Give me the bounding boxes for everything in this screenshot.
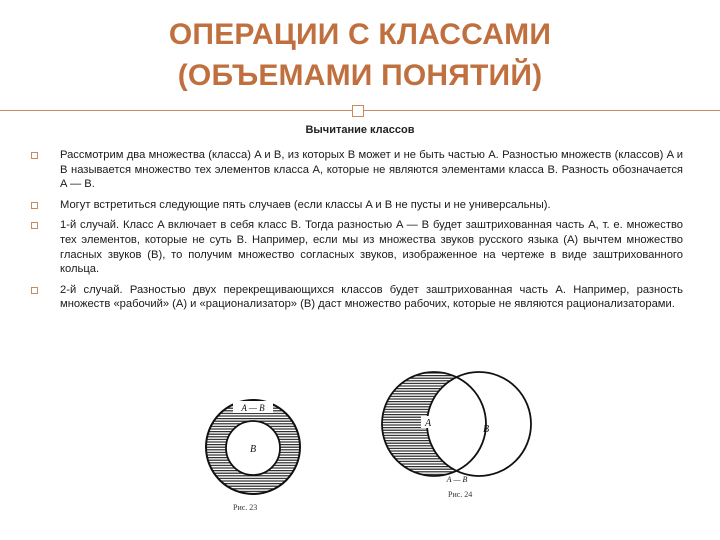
square-bullet-icon (31, 152, 38, 159)
bullet-item (28, 198, 683, 213)
square-bullet-icon (31, 202, 38, 209)
difference-hatch-region (372, 362, 537, 487)
circle-b-label: B (249, 444, 257, 455)
figure-23-caption: Рис. 23 (233, 503, 258, 512)
bullet-text: 1-й случай. Класс A включает в себя класс B. Тогда разностью A — B будет заштрихованная часть A, т. е. множество тех элементов, которые не суть B. Например, если мы из множества звуков русского языка (A) вычтем множество гласных звуков (B), то получим множество согласных звуков, изображенное на чертеже в виде заштрихованного кольца. (60, 219, 683, 276)
difference-label: A — B (446, 475, 468, 484)
title-line-2: (ОБЪЕМАМИ ПОНЯТИЙ) (177, 59, 543, 92)
ring-diff-label: A — B (241, 403, 265, 413)
bullet-item (28, 218, 683, 276)
slide-title (0, 14, 720, 96)
bullet-text: Могут встретиться следующие пять случаев (если классы A и B не пусты и не универсальны). (60, 198, 551, 211)
figure-24-diagram (372, 362, 537, 487)
bullet-text: 2-й случай. Разностью двух перекрещивающихся классов будет заштрихованная часть A. Например, разность множеств «рабочий» (A) и «рационализатор» (B) даст множество рабочих, которые не являются рационализаторами. (60, 283, 683, 311)
title-line-1: ОПЕРАЦИИ С КЛАССАМИ (168, 18, 552, 51)
bullet-item (28, 283, 683, 312)
bullet-text: Рассмотрим два множества (класса) A и B, из которых B может и не быть частью A. Разностью множеств (классов) A и B называется множество тех элементов класса A, которые не являются элементами класса B. Разность обозначается A — B. (60, 149, 683, 191)
ring-diagram-svg (198, 392, 308, 502)
section-subtitle: Вычитание классов (305, 124, 415, 136)
figure-23-diagram (198, 392, 308, 502)
bullet-list (28, 148, 683, 318)
title-divider (0, 105, 720, 117)
circle-b-label: B (482, 424, 490, 435)
overlap-diagram-svg (372, 362, 537, 487)
divider-square-icon (352, 105, 364, 117)
square-bullet-icon (31, 287, 38, 294)
bullet-item (28, 148, 683, 192)
circle-a-label: A (424, 418, 432, 429)
square-bullet-icon (31, 222, 38, 229)
figure-24-caption: Рис. 24 (448, 490, 473, 499)
